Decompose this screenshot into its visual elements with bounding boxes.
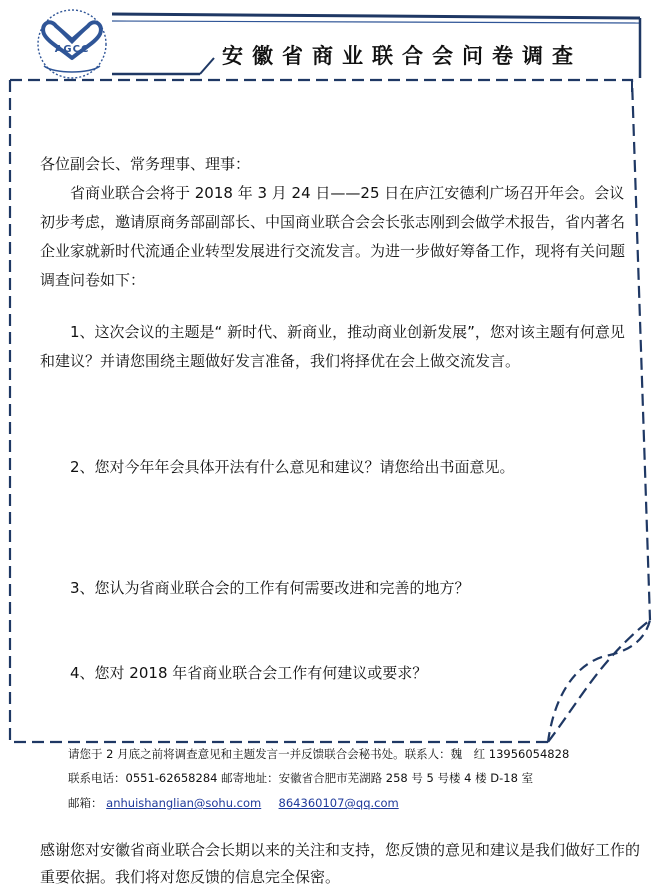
top-rule: [112, 14, 640, 18]
question-4: 4、您对 2018 年省商业联合会工作有何建议或要求？: [70, 664, 428, 682]
question-1: 1、这次会议的主题是“ 新时代、新商业，推动商业创新发展”，您对该主题有何意见和建议？并请您围绕主题做好发言准备，我们将择优在会上做交流发言。: [40, 323, 625, 370]
intro-paragraph: 省商业联合会将于 2018 年 3 月 24 日——25 日在庐江安德利广场召开年会。会议初步考虑，邀请原商务部副部长、中国商业联合会会长张志刚到会做学术报告，省内著名企业家就新时代流通企业转型发展进行交流发言。为进一步做好筹备工作，现将有关问题调查问卷如下：: [40, 184, 626, 289]
title-box-corner: [200, 58, 214, 74]
letter-body: [40, 150, 636, 295]
page-title: 安徽省商业联合会问卷调查: [222, 44, 582, 68]
curl-outer: [548, 620, 650, 742]
salutation: 各位副会长、常务理事、理事：: [40, 155, 251, 173]
question-3: 3、您认为省商业联合会的工作有何需要改进和完善的地方？: [70, 579, 470, 597]
question-2: 2、您对今年年会具体开法有什么意见和建议？请您给出书面意见。: [70, 458, 515, 476]
email-link-qq[interactable]: 864360107@qq.com: [278, 796, 399, 810]
logo-text: AGCC: [54, 44, 90, 55]
closing-paragraph: 感谢您对安徽省商业联合会长期以来的关注和支持，您反馈的意见和建议是我们做好工作的重要依据。我们将对您反馈的信息完全保密。: [40, 841, 641, 886]
contact-address: 联系电话：0551-62658284 邮寄地址：安徽省合肥市芜湖路 258 号 5 号楼 4 楼 D-18 室: [68, 771, 534, 785]
contact-email-row: [68, 795, 399, 811]
curl-inner: [548, 620, 650, 742]
email-link-sohu[interactable]: anhuishanglian@sohu.com: [106, 796, 262, 810]
top-rule-thin: [112, 21, 640, 23]
email-label: 邮箱：: [68, 796, 103, 810]
contact-deadline: 请您于 2 月底之前将调查意见和主题发言一并反馈联合会秘书处。联系人：魏 红 13956054828: [68, 747, 570, 761]
